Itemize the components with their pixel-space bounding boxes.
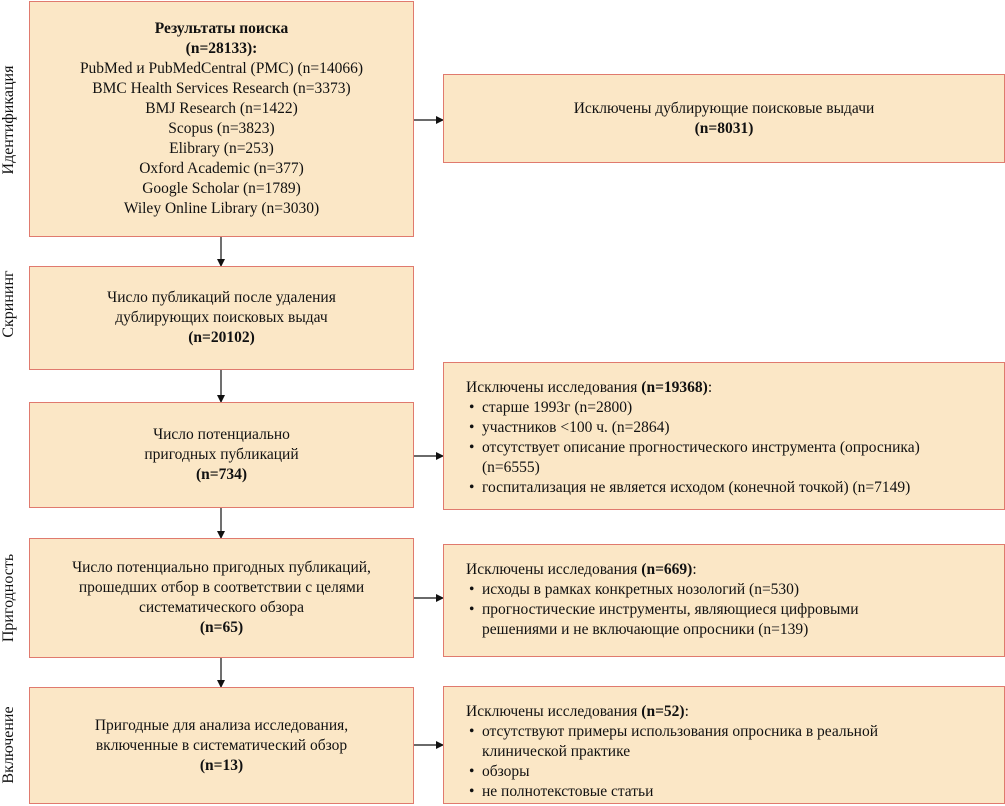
list-item: • отсутствует описание прогностического инструмента (опросника) (n=6555) xyxy=(466,438,982,478)
source-item: Wiley Online Library (n=3030) xyxy=(123,200,320,217)
potential-line2: пригодных публикаций xyxy=(144,446,299,463)
list-item: • госпитализация не является исходом (конечной точкой) (n=7149) xyxy=(466,478,982,498)
selected-publications-box xyxy=(29,538,414,658)
potential-count: (n=734) xyxy=(195,466,248,483)
stage-label-eligibility: Пригодность xyxy=(0,553,17,643)
search-total: (n=28133): xyxy=(185,40,258,57)
included-count: (n=13) xyxy=(199,756,244,774)
selected-line2: прошедших отбор в соответствии с целями xyxy=(78,579,365,596)
after-dedup-box xyxy=(29,266,414,370)
excluded-studies-box-3 xyxy=(443,686,1005,804)
list-item: • обзоры xyxy=(466,762,982,782)
excluded3-header: Исключены исследования (n=52): xyxy=(466,703,689,720)
stage-label-inclusion: Включение xyxy=(0,706,17,784)
source-item: PubMed и PubMedCentral (PMC) (n=14066) xyxy=(79,60,364,77)
excluded2-list xyxy=(466,580,982,640)
list-item: • не полнотекстовые статьи xyxy=(466,782,982,802)
excluded2-header: Исключены исследования (n=669): xyxy=(466,561,697,578)
duplicates-text: Исключены дублирующие поисковые выдачи xyxy=(573,99,875,117)
source-item: BMC Health Services Research (n=3373) xyxy=(92,80,351,97)
source-item: Scopus (n=3823) xyxy=(168,120,275,137)
selected-line3: систематического обзора xyxy=(138,599,305,616)
after-dedup-line2: дублирующих поисковых выдач xyxy=(115,309,328,326)
source-item: Elibrary (n=253) xyxy=(169,140,274,157)
list-item: • отсутствуют примеры использования опросника в реальной клинической практике xyxy=(466,722,982,762)
source-item: BMJ Research (n=1422) xyxy=(145,100,298,117)
list-item: • прогностические инструменты, являющиеся цифровыми решениями и не включающие опросники (n=139) xyxy=(466,600,982,640)
selected-line1: Число потенциально пригодных публикаций, xyxy=(72,559,371,576)
search-results-box xyxy=(29,1,414,237)
included-studies-box xyxy=(29,687,414,804)
excluded-studies-box-1 xyxy=(443,362,1005,510)
search-title: Результаты поиска xyxy=(154,20,289,37)
excluded1-header: Исключены исследования (n=19368): xyxy=(466,379,713,396)
after-dedup-line1: Число публикаций после удаления xyxy=(107,289,336,306)
potential-publications-box xyxy=(29,402,414,508)
stage-label-identification: Идентификация xyxy=(0,65,17,175)
potential-line1: Число потенциально xyxy=(153,426,290,443)
included-line1: Пригодные для анализа исследования, xyxy=(94,716,349,734)
source-item: Google Scholar (n=1789) xyxy=(142,180,301,197)
list-item: • исходы в рамках конкретных нозологий (n=530) xyxy=(466,580,982,600)
selected-count: (n=65) xyxy=(199,619,244,636)
source-item: Oxford Academic (n=377) xyxy=(139,160,304,177)
duplicates-count: (n=8031) xyxy=(694,119,754,137)
included-line2: включенные в систематический обзор xyxy=(95,736,348,754)
after-dedup-count: (n=20102) xyxy=(188,329,255,346)
list-item: • старше 1993г (n=2800) xyxy=(466,398,982,418)
duplicates-excluded-box xyxy=(443,74,1005,163)
stage-label-screening: Скрининг xyxy=(0,270,17,338)
list-item: • участников <100 ч. (n=2864) xyxy=(466,418,982,438)
excluded3-list xyxy=(466,722,982,802)
excluded-studies-box-2 xyxy=(443,544,1005,657)
excluded1-list xyxy=(466,398,982,498)
